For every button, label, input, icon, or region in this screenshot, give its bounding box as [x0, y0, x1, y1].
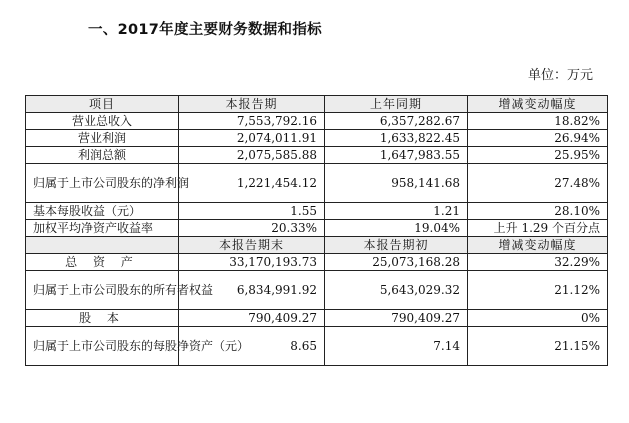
change-value: 18.82% [468, 113, 608, 130]
current-value: 8.65 [179, 327, 325, 366]
change-value: 21.15% [468, 327, 608, 366]
table-row [26, 220, 608, 237]
table-row [26, 254, 608, 271]
table-row [26, 310, 608, 327]
current-value: 7,553,792.16 [179, 113, 325, 130]
current-value: 20.33% [179, 220, 325, 237]
prior-value: 25,073,168.28 [325, 254, 468, 271]
change-value: 32.29% [468, 254, 608, 271]
change-value: 26.94% [468, 130, 608, 147]
table-subheader-row [26, 237, 608, 254]
prior-value: 790,409.27 [325, 310, 468, 327]
current-value: 6,834,991.92 [179, 271, 325, 310]
prior-value: 1,647,983.55 [325, 147, 468, 164]
table-row [26, 203, 608, 220]
row-label: 营业总收入 [26, 113, 179, 130]
row-label: 总 资 产 [26, 254, 179, 271]
prior-value: 1,633,822.45 [325, 130, 468, 147]
change-value: 21.12% [468, 271, 608, 310]
financial-data-table [25, 95, 608, 366]
current-value: 2,075,585.88 [179, 147, 325, 164]
row-label: 归属于上市公司股东的所有者权益 [26, 271, 179, 310]
row-label: 归属于上市公司股东的每股净资产（元） [26, 327, 179, 366]
header-period-end: 本报告期末 [179, 237, 325, 254]
table-row [26, 271, 608, 310]
current-value: 33,170,193.73 [179, 254, 325, 271]
change-value: 25.95% [468, 147, 608, 164]
table-row [26, 130, 608, 147]
table-header-row [26, 96, 608, 113]
section-heading: 一、2017年度主要财务数据和指标 [88, 22, 322, 38]
prior-value: 7.14 [325, 327, 468, 366]
header-current-period: 本报告期 [179, 96, 325, 113]
change-value: 0% [468, 310, 608, 327]
subheader-empty-cell [26, 237, 179, 254]
prior-value: 5,643,029.32 [325, 271, 468, 310]
current-value: 2,074,011.91 [179, 130, 325, 147]
row-label: 营业利润 [26, 130, 179, 147]
current-value: 1,221,454.12 [179, 164, 325, 203]
unit-label: 单位：万元 [527, 68, 593, 83]
header-period-start: 本报告期初 [325, 237, 468, 254]
table-row [26, 113, 608, 130]
prior-value: 6,357,282.67 [325, 113, 468, 130]
prior-value: 958,141.68 [325, 164, 468, 203]
header-change: 增减变动幅度 [468, 96, 608, 113]
current-value: 1.55 [179, 203, 325, 220]
change-value: 27.48% [468, 164, 608, 203]
table-row [26, 327, 608, 366]
prior-value: 19.04% [325, 220, 468, 237]
table-row [26, 164, 608, 203]
row-label: 利润总额 [26, 147, 179, 164]
prior-value: 1.21 [325, 203, 468, 220]
row-label: 加权平均净资产收益率 [26, 220, 179, 237]
header-prior-period: 上年同期 [325, 96, 468, 113]
row-label: 基本每股收益（元） [26, 203, 179, 220]
header-item: 项目 [26, 96, 179, 113]
change-value: 28.10% [468, 203, 608, 220]
table-row [26, 147, 608, 164]
row-label: 归属于上市公司股东的净利润 [26, 164, 179, 203]
change-value: 上升 1.29 个百分点 [468, 220, 608, 237]
row-label: 股 本 [26, 310, 179, 327]
current-value: 790,409.27 [179, 310, 325, 327]
header-change: 增减变动幅度 [468, 237, 608, 254]
